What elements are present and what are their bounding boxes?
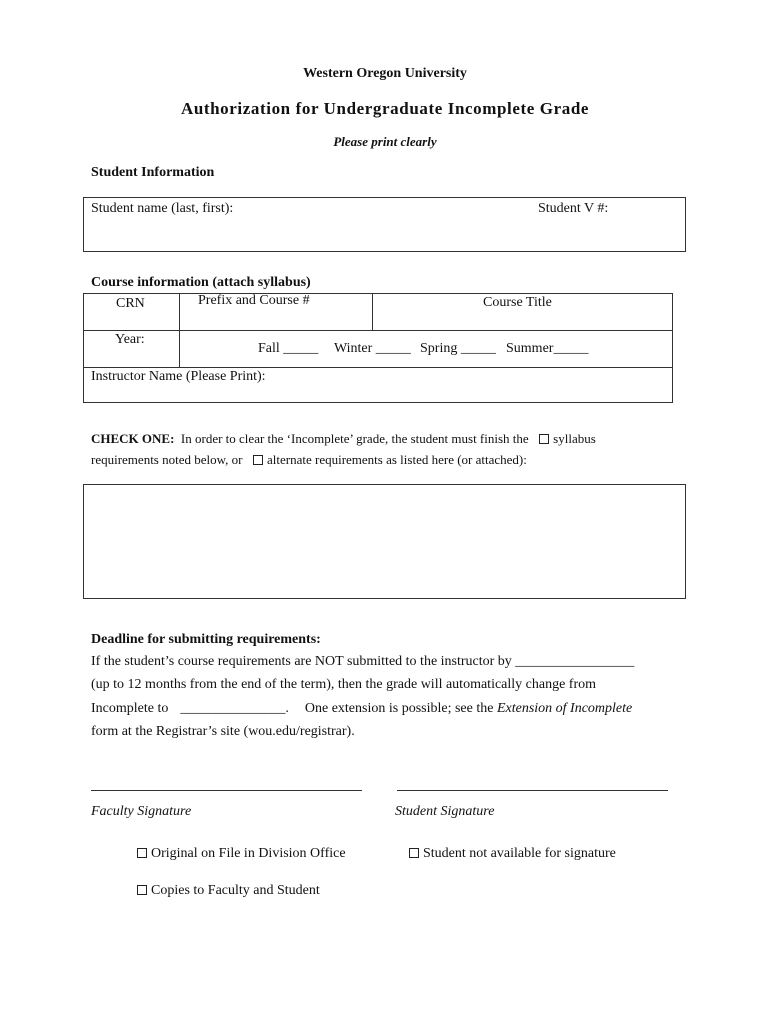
check-one-line1 xyxy=(91,431,596,447)
requirements-textarea[interactable] xyxy=(83,484,686,599)
faculty-signature-label: Faculty Signature xyxy=(91,804,192,819)
syllabus-option: syllabus xyxy=(553,431,596,446)
check-one-text1: In order to clear the ‘Incomplete’ grade, the student must finish the xyxy=(180,431,529,446)
deadline-line2: (up to 12 months from the end of the term), then the grade will automatically change from xyxy=(91,677,597,692)
form-subtitle: Please print clearly xyxy=(333,134,437,149)
original-on-file-option xyxy=(137,846,346,862)
student-not-available-label: Student not available for signature xyxy=(423,846,616,861)
student-signature-line[interactable] xyxy=(397,790,668,791)
original-on-file-label: Original on File in Division Office xyxy=(151,846,346,861)
crn-cell[interactable] xyxy=(83,293,180,331)
term-summer[interactable]: Summer_____ xyxy=(506,341,589,356)
term-cell xyxy=(179,330,673,368)
course-title-cell[interactable] xyxy=(372,293,673,331)
year-cell[interactable] xyxy=(83,330,180,368)
alternate-checkbox[interactable] xyxy=(253,455,263,465)
term-spring[interactable]: Spring _____ xyxy=(420,341,496,356)
check-one-text2: requirements noted below, or xyxy=(91,452,243,467)
student-not-available-checkbox[interactable] xyxy=(409,848,419,858)
student-id-label: Student V #: xyxy=(538,201,609,216)
student-info-heading: Student Information xyxy=(91,165,215,180)
term-fall[interactable]: Fall _____ xyxy=(258,341,319,356)
course-info-table xyxy=(83,293,673,403)
copies-checkbox[interactable] xyxy=(137,885,147,895)
crn-label: CRN xyxy=(116,296,145,311)
faculty-signature-line[interactable] xyxy=(91,790,362,791)
incomplete-to-blank[interactable]: _______________. xyxy=(180,701,289,716)
extension-form-name: Extension of Incomplete xyxy=(496,701,633,716)
prefix-cell[interactable] xyxy=(179,293,373,331)
original-on-file-checkbox[interactable] xyxy=(137,848,147,858)
check-one-line2 xyxy=(91,452,527,468)
deadline-line3 xyxy=(91,697,632,721)
syllabus-checkbox[interactable] xyxy=(539,434,549,444)
student-name-label: Student name (last, first): xyxy=(91,201,234,216)
instructor-cell[interactable] xyxy=(83,367,673,403)
student-signature-label: Student Signature xyxy=(395,804,495,819)
university-name: Western Oregon University xyxy=(303,66,467,81)
term-winter[interactable]: Winter _____ xyxy=(334,341,411,356)
course-title-label: Course Title xyxy=(483,295,552,310)
student-not-available-option xyxy=(409,846,616,862)
year-label: Year: xyxy=(115,332,145,347)
form-title: Authorization for Undergraduate Incomplete Grade xyxy=(180,99,590,118)
incomplete-to-label: Incomplete to xyxy=(91,701,169,716)
deadline-line1: If the student’s course requirements are NOT submitted to the instructor by _________________ xyxy=(91,654,635,669)
extension-text: One extension is possible; see the xyxy=(304,701,494,716)
course-info-heading: Course information (attach syllabus) xyxy=(91,275,311,290)
instructor-label: Instructor Name (Please Print): xyxy=(91,369,266,384)
copies-label: Copies to Faculty and Student xyxy=(151,883,320,898)
alternate-option: alternate requirements as listed here (or attached): xyxy=(267,452,527,467)
deadline-heading: Deadline for submitting requirements: xyxy=(91,632,321,647)
copies-option xyxy=(137,883,320,899)
prefix-label: Prefix and Course # xyxy=(198,293,310,308)
deadline-line4: form at the Registrar’s site (wou.edu/registrar). xyxy=(91,724,355,739)
check-one-label: CHECK ONE: xyxy=(91,431,175,446)
student-name-field[interactable] xyxy=(83,212,686,252)
